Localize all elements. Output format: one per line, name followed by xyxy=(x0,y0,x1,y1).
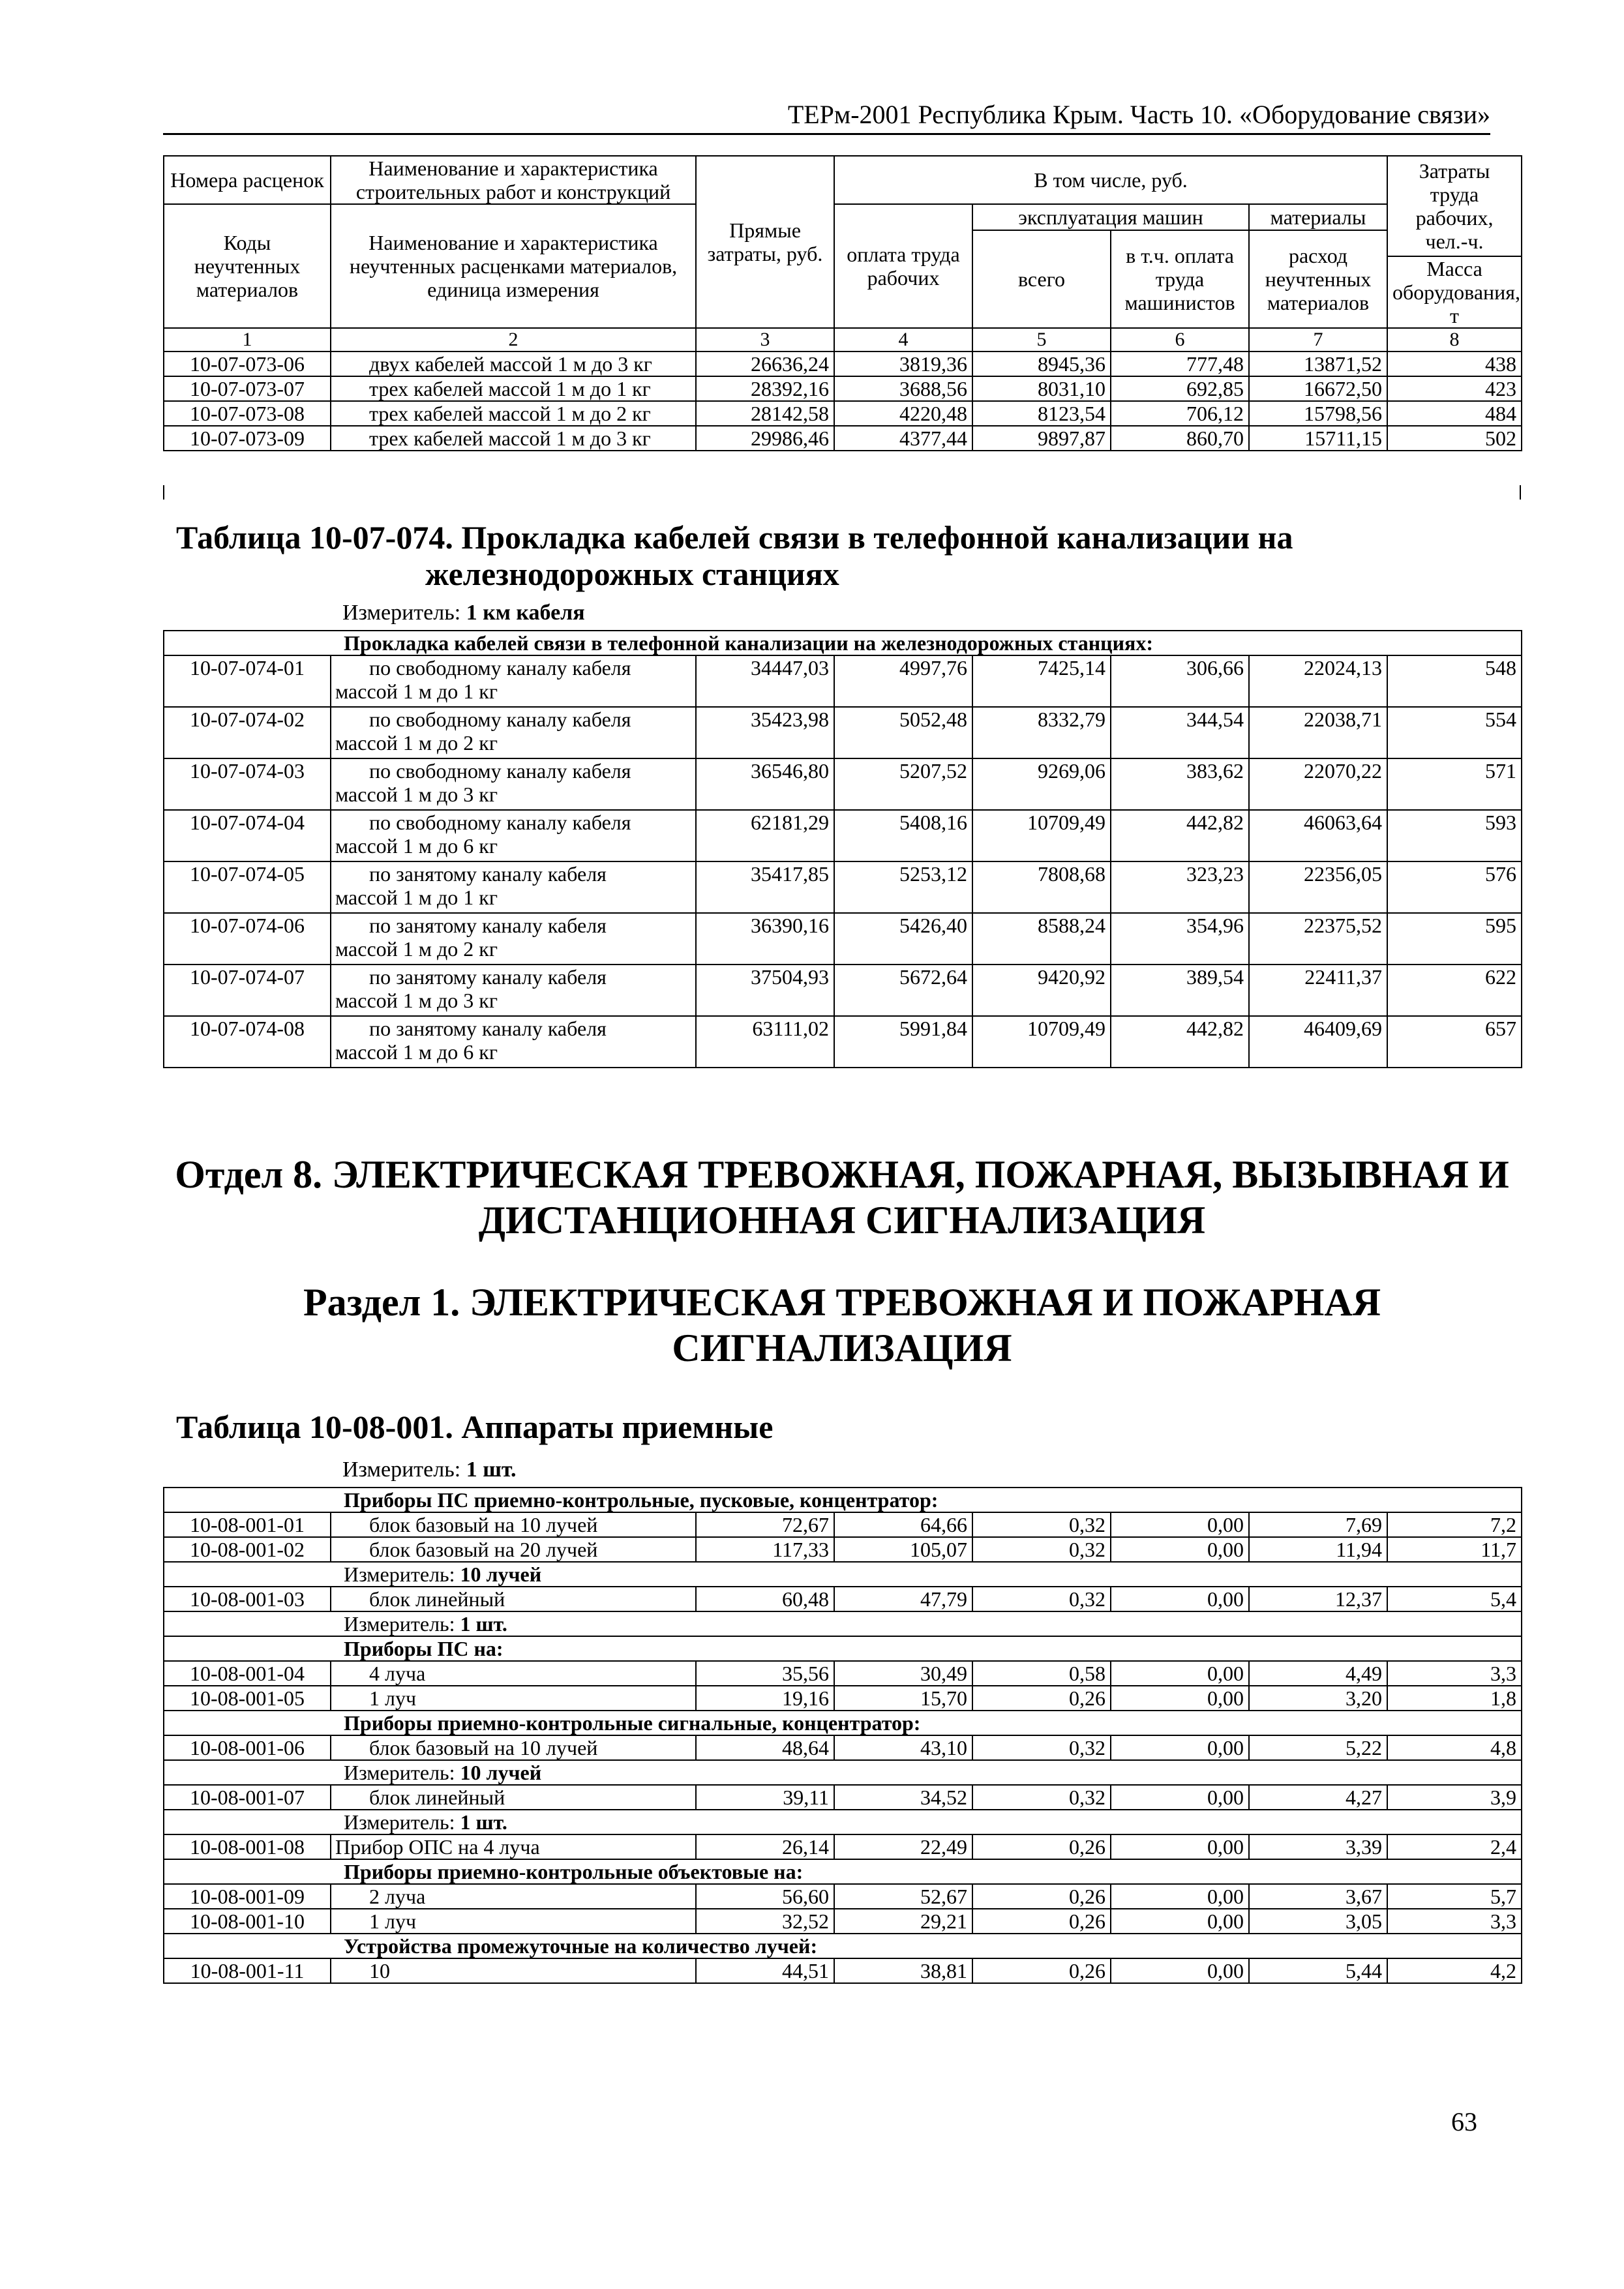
work-name-line1: по занятому каналу кабеля xyxy=(369,1017,607,1040)
work-name xyxy=(331,707,696,758)
table-row xyxy=(164,1016,1522,1068)
value-c7: 5,44 xyxy=(1249,1958,1387,1983)
value-c7: 22070,22 xyxy=(1249,758,1387,810)
value-c3: 48,64 xyxy=(696,1735,834,1760)
measurer-text xyxy=(164,1611,1522,1636)
value-c6: 0,00 xyxy=(1111,1958,1249,1983)
value-c8: 502 xyxy=(1387,426,1522,451)
rate-code: 10-08-001-03 xyxy=(164,1587,331,1611)
value-c3: 34447,03 xyxy=(696,655,834,707)
work-name-line2: массой 1 м до 3 кг xyxy=(335,783,498,806)
value-c7: 22356,05 xyxy=(1249,861,1387,913)
value-c8: 4,8 xyxy=(1387,1735,1522,1760)
table-title-10-08-001: Таблица 10-08-001. Аппараты приемные xyxy=(176,1409,774,1445)
header-equipment-mass: Масса оборудования, т xyxy=(1387,256,1522,328)
work-name-line2: массой 1 м до 6 кг xyxy=(335,834,498,858)
value-c7: 7,69 xyxy=(1249,1512,1387,1537)
value-c3: 19,16 xyxy=(696,1686,834,1711)
table-subheader xyxy=(164,1711,1522,1735)
measurer-label: Измеритель: xyxy=(344,1810,455,1834)
subheader-text: Приборы приемно-контрольные объектовые на: xyxy=(164,1859,1522,1884)
value-c8: 622 xyxy=(1387,965,1522,1016)
rate-code: 10-07-073-07 xyxy=(164,376,331,401)
work-name xyxy=(331,1537,696,1562)
value-c7: 4,49 xyxy=(1249,1661,1387,1686)
work-name-line2: массой 1 м до 2 кг xyxy=(335,937,498,961)
header-work-description: Наименование и характеристика строительных работ и конструкций xyxy=(331,156,696,204)
table-row xyxy=(164,1884,1522,1909)
work-name xyxy=(331,1909,696,1934)
value-c7: 22375,52 xyxy=(1249,913,1387,965)
value-c7: 15711,15 xyxy=(1249,426,1387,451)
header-rule xyxy=(163,133,1490,135)
work-name xyxy=(331,810,696,861)
work-name-text: 1 луч xyxy=(369,1686,417,1710)
measurer-value: 1 шт. xyxy=(460,1810,507,1834)
rate-code: 10-08-001-06 xyxy=(164,1735,331,1760)
value-c5: 0,32 xyxy=(972,1587,1111,1611)
value-c6: 0,00 xyxy=(1111,1884,1249,1909)
value-c8: 593 xyxy=(1387,810,1522,861)
work-name xyxy=(331,1016,696,1068)
value-c6: 383,62 xyxy=(1111,758,1249,810)
table-row xyxy=(164,352,1522,376)
value-c5: 0,26 xyxy=(972,1686,1111,1711)
value-c8: 571 xyxy=(1387,758,1522,810)
header-machinist-pay: в т.ч. оплата труда машинистов xyxy=(1111,230,1249,328)
value-c6: 777,48 xyxy=(1111,352,1249,376)
header-materials: материалы xyxy=(1249,204,1387,230)
table-row xyxy=(164,1512,1522,1537)
measurer-10-07-074: Измеритель: 1 км кабеля xyxy=(342,601,585,625)
rate-code: 10-07-074-07 xyxy=(164,965,331,1016)
value-c4: 5207,52 xyxy=(834,758,972,810)
rate-code: 10-08-001-08 xyxy=(164,1834,331,1859)
work-name-text: блок базовый на 10 лучей xyxy=(369,1513,598,1536)
rate-code: 10-07-074-04 xyxy=(164,810,331,861)
measurer-text xyxy=(164,1760,1522,1785)
value-c6: 354,96 xyxy=(1111,913,1249,965)
value-c6: 0,00 xyxy=(1111,1785,1249,1810)
value-c4: 29,21 xyxy=(834,1909,972,1934)
page-number: 63 xyxy=(1451,2107,1477,2136)
value-c8: 4,2 xyxy=(1387,1958,1522,1983)
value-c3: 36390,16 xyxy=(696,913,834,965)
value-c7: 22024,13 xyxy=(1249,655,1387,707)
work-name xyxy=(331,1587,696,1611)
header-rate-numbers: Номера расценок xyxy=(164,156,331,204)
rates-table-continued xyxy=(163,155,1522,451)
value-c5: 10709,49 xyxy=(972,810,1111,861)
work-name xyxy=(331,1958,696,1983)
table-row xyxy=(164,1785,1522,1810)
table-row xyxy=(164,913,1522,965)
value-c4: 4377,44 xyxy=(834,426,972,451)
header-machines-total: всего xyxy=(972,230,1111,328)
work-name-line2: массой 1 м до 1 кг xyxy=(335,886,498,909)
value-c4: 22,49 xyxy=(834,1834,972,1859)
value-c8: 2,4 xyxy=(1387,1834,1522,1859)
value-c3: 35417,85 xyxy=(696,861,834,913)
work-name xyxy=(331,1884,696,1909)
rate-code: 10-07-073-08 xyxy=(164,401,331,426)
value-c6: 0,00 xyxy=(1111,1735,1249,1760)
value-c4: 5253,12 xyxy=(834,861,972,913)
work-name xyxy=(331,401,696,426)
value-c4: 4997,76 xyxy=(834,655,972,707)
value-c3: 72,67 xyxy=(696,1512,834,1537)
value-c6: 860,70 xyxy=(1111,426,1249,451)
value-c3: 44,51 xyxy=(696,1958,834,1983)
work-name xyxy=(331,1686,696,1711)
work-name-text: трех кабелей массой 1 м до 1 кг xyxy=(369,377,651,400)
table-row xyxy=(164,1735,1522,1760)
value-c7: 5,22 xyxy=(1249,1735,1387,1760)
value-c4: 3688,56 xyxy=(834,376,972,401)
value-c3: 26636,24 xyxy=(696,352,834,376)
work-name xyxy=(331,426,696,451)
value-c4: 4220,48 xyxy=(834,401,972,426)
value-c7: 22038,71 xyxy=(1249,707,1387,758)
running-header: ТЕРм-2001 Республика Крым. Часть 10. «Оборудование связи» xyxy=(787,100,1490,129)
work-name-line1: по занятому каналу кабеля xyxy=(369,965,607,989)
work-name xyxy=(331,1785,696,1810)
measurer-row xyxy=(164,1760,1522,1785)
subheader-text: Приборы ПС приемно-контрольные, пусковые, концентратор: xyxy=(164,1488,1522,1512)
value-c4: 15,70 xyxy=(834,1686,972,1711)
work-name-text: двух кабелей массой 1 м до 3 кг xyxy=(369,352,652,376)
measurer-row xyxy=(164,1810,1522,1834)
value-c5: 8123,54 xyxy=(972,401,1111,426)
measurer-label: Измеритель: xyxy=(344,1612,455,1636)
measurer-value: 10 лучей xyxy=(460,1563,542,1586)
value-c8: 423 xyxy=(1387,376,1522,401)
work-name-text: Прибор ОПС на 4 луча xyxy=(335,1835,540,1859)
value-c3: 28392,16 xyxy=(696,376,834,401)
header-unaccounted-description: Наименование и характеристика неучтенных расценками материалов, единица измерения xyxy=(331,204,696,328)
value-c4: 43,10 xyxy=(834,1735,972,1760)
value-c3: 29986,46 xyxy=(696,426,834,451)
value-c5: 7425,14 xyxy=(972,655,1111,707)
rate-code: 10-08-001-09 xyxy=(164,1884,331,1909)
value-c6: 692,85 xyxy=(1111,376,1249,401)
value-c8: 5,4 xyxy=(1387,1587,1522,1611)
work-name-text: 1 луч xyxy=(369,1909,417,1933)
value-c4: 5408,16 xyxy=(834,810,972,861)
value-c8: 7,2 xyxy=(1387,1512,1522,1537)
table-row xyxy=(164,758,1522,810)
value-c5: 0,32 xyxy=(972,1785,1111,1810)
table-row xyxy=(164,965,1522,1016)
value-c3: 26,14 xyxy=(696,1834,834,1859)
work-name-line2: массой 1 м до 6 кг xyxy=(335,1040,498,1064)
table-row xyxy=(164,861,1522,913)
value-c3: 60,48 xyxy=(696,1587,834,1611)
value-c7: 15798,56 xyxy=(1249,401,1387,426)
table-row xyxy=(164,655,1522,707)
value-c7: 46409,69 xyxy=(1249,1016,1387,1068)
value-c8: 11,7 xyxy=(1387,1537,1522,1562)
value-c4: 105,07 xyxy=(834,1537,972,1562)
work-name xyxy=(331,1512,696,1537)
measurer-text xyxy=(164,1810,1522,1834)
part-title: Раздел 1. ЭЛЕКТРИЧЕСКАЯ ТРЕВОЖНАЯ И ПОЖАРНАЯ СИГНАЛИЗАЦИЯ xyxy=(303,1281,1381,1369)
table-row xyxy=(164,810,1522,861)
work-name-text: блок линейный xyxy=(369,1786,505,1809)
measurer-row xyxy=(164,1611,1522,1636)
value-c4: 3819,36 xyxy=(834,352,972,376)
value-c3: 35423,98 xyxy=(696,707,834,758)
rates-table-10-08-001 xyxy=(163,1487,1522,1984)
value-c8: 554 xyxy=(1387,707,1522,758)
work-name-text: блок базовый на 20 лучей xyxy=(369,1538,598,1561)
table-row xyxy=(164,1834,1522,1859)
work-name-line1: по свободному каналу кабеля xyxy=(369,759,631,783)
rate-code: 10-07-074-02 xyxy=(164,707,331,758)
value-c6: 0,00 xyxy=(1111,1587,1249,1611)
measurer-10-08-001: Измеритель: 1 шт. xyxy=(342,1458,517,1482)
value-c7: 3,05 xyxy=(1249,1909,1387,1934)
work-name-text: 4 луча xyxy=(369,1662,426,1685)
rate-code: 10-07-074-06 xyxy=(164,913,331,965)
rate-code: 10-07-074-08 xyxy=(164,1016,331,1068)
subheader-text: Приборы ПС на: xyxy=(164,1636,1522,1661)
work-name-text: блок базовый на 10 лучей xyxy=(369,1736,598,1759)
value-c3: 35,56 xyxy=(696,1661,834,1686)
work-name-text: 10 xyxy=(369,1959,390,1982)
value-c7: 13871,52 xyxy=(1249,352,1387,376)
value-c7: 16672,50 xyxy=(1249,376,1387,401)
value-c5: 0,58 xyxy=(972,1661,1111,1686)
value-c4: 5672,64 xyxy=(834,965,972,1016)
rate-code: 10-07-074-05 xyxy=(164,861,331,913)
value-c6: 306,66 xyxy=(1111,655,1249,707)
value-c6: 0,00 xyxy=(1111,1512,1249,1537)
table-row xyxy=(164,1686,1522,1711)
value-c3: 28142,58 xyxy=(696,401,834,426)
value-c7: 11,94 xyxy=(1249,1537,1387,1562)
header-labor-costs: Затраты труда рабочих, чел.-ч. xyxy=(1387,156,1522,256)
value-c6: 0,00 xyxy=(1111,1834,1249,1859)
value-c4: 5426,40 xyxy=(834,913,972,965)
rate-code: 10-08-001-05 xyxy=(164,1686,331,1711)
value-c5: 9269,06 xyxy=(972,758,1111,810)
table-title-10-07-074: Таблица 10-07-074. Прокладка кабелей связи в телефонной канализации на железнодорожных станциях xyxy=(176,519,1293,592)
value-c5: 10709,49 xyxy=(972,1016,1111,1068)
value-c3: 62181,29 xyxy=(696,810,834,861)
value-c7: 12,37 xyxy=(1249,1587,1387,1611)
value-c3: 36546,80 xyxy=(696,758,834,810)
value-c8: 595 xyxy=(1387,913,1522,965)
value-c4: 30,49 xyxy=(834,1661,972,1686)
value-c6: 389,54 xyxy=(1111,965,1249,1016)
value-c6: 344,54 xyxy=(1111,707,1249,758)
measurer-label: Измеритель: xyxy=(344,1563,455,1586)
rate-code: 10-08-001-04 xyxy=(164,1661,331,1686)
value-c6: 0,00 xyxy=(1111,1537,1249,1562)
value-c4: 64,66 xyxy=(834,1512,972,1537)
table-subheader xyxy=(164,1859,1522,1884)
value-c4: 47,79 xyxy=(834,1587,972,1611)
work-name xyxy=(331,352,696,376)
value-c8: 438 xyxy=(1387,352,1522,376)
rate-code: 10-07-074-01 xyxy=(164,655,331,707)
table-row xyxy=(164,401,1522,426)
table-row xyxy=(164,1587,1522,1611)
value-c5: 0,26 xyxy=(972,1884,1111,1909)
work-name-text: 2 луча xyxy=(369,1885,426,1908)
value-c7: 46063,64 xyxy=(1249,810,1387,861)
work-name xyxy=(331,655,696,707)
table-row xyxy=(164,426,1522,451)
work-name-line2: массой 1 м до 3 кг xyxy=(335,989,498,1012)
value-c7: 22411,37 xyxy=(1249,965,1387,1016)
value-c7: 3,39 xyxy=(1249,1834,1387,1859)
value-c3: 39,11 xyxy=(696,1785,834,1810)
value-c5: 9897,87 xyxy=(972,426,1111,451)
value-c6: 0,00 xyxy=(1111,1909,1249,1934)
value-c4: 5991,84 xyxy=(834,1016,972,1068)
rate-code: 10-08-001-07 xyxy=(164,1785,331,1810)
value-c5: 8332,79 xyxy=(972,707,1111,758)
value-c5: 0,26 xyxy=(972,1909,1111,1934)
work-name xyxy=(331,1834,696,1859)
value-c6: 442,82 xyxy=(1111,810,1249,861)
rate-code: 10-07-073-09 xyxy=(164,426,331,451)
work-name xyxy=(331,1735,696,1760)
value-c8: 1,8 xyxy=(1387,1686,1522,1711)
table-subheader: Прокладка кабелей связи в телефонной канализации на железнодорожных станциях: xyxy=(164,631,1522,655)
work-name-line1: по занятому каналу кабеля xyxy=(369,914,607,937)
value-c5: 8588,24 xyxy=(972,913,1111,965)
value-c6: 0,00 xyxy=(1111,1686,1249,1711)
value-c7: 3,20 xyxy=(1249,1686,1387,1711)
subheader-text: Устройства промежуточные на количество лучей: xyxy=(164,1934,1522,1958)
work-name-text: трех кабелей массой 1 м до 3 кг xyxy=(369,426,651,450)
value-c3: 37504,93 xyxy=(696,965,834,1016)
column-number-row: 1 2 3 4 5 6 7 8 xyxy=(164,328,1522,352)
table-border-gap xyxy=(163,485,1521,500)
table-subheader xyxy=(164,1636,1522,1661)
value-c8: 3,9 xyxy=(1387,1785,1522,1810)
rate-code: 10-07-074-03 xyxy=(164,758,331,810)
work-name xyxy=(331,1661,696,1686)
value-c8: 3,3 xyxy=(1387,1661,1522,1686)
value-c5: 9420,92 xyxy=(972,965,1111,1016)
table-row xyxy=(164,376,1522,401)
rate-code: 10-08-001-10 xyxy=(164,1909,331,1934)
value-c3: 32,52 xyxy=(696,1909,834,1934)
value-c5: 8945,36 xyxy=(972,352,1111,376)
value-c6: 706,12 xyxy=(1111,401,1249,426)
work-name-line2: массой 1 м до 1 кг xyxy=(335,680,498,703)
value-c7: 3,67 xyxy=(1249,1884,1387,1909)
value-c4: 52,67 xyxy=(834,1884,972,1909)
header-direct-costs: Прямые затраты, руб. xyxy=(696,156,834,328)
value-c3: 117,33 xyxy=(696,1537,834,1562)
value-c5: 0,32 xyxy=(972,1537,1111,1562)
value-c3: 56,60 xyxy=(696,1884,834,1909)
value-c6: 323,23 xyxy=(1111,861,1249,913)
table-subheader xyxy=(164,1488,1522,1512)
rate-code: 10-08-001-11 xyxy=(164,1958,331,1983)
value-c4: 38,81 xyxy=(834,1958,972,1983)
value-c7: 4,27 xyxy=(1249,1785,1387,1810)
table-subheader xyxy=(164,1934,1522,1958)
rate-code: 10-08-001-01 xyxy=(164,1512,331,1537)
table-row xyxy=(164,1537,1522,1562)
work-name-line2: массой 1 м до 2 кг xyxy=(335,731,498,755)
rate-code: 10-08-001-02 xyxy=(164,1537,331,1562)
work-name xyxy=(331,861,696,913)
measurer-value: 1 шт. xyxy=(460,1612,507,1636)
measurer-text xyxy=(164,1562,1522,1587)
rates-table-10-07-074 xyxy=(163,630,1522,1068)
header-unaccounted-codes: Коды неучтенных материалов xyxy=(164,204,331,328)
value-c5: 0,26 xyxy=(972,1958,1111,1983)
value-c3: 63111,02 xyxy=(696,1016,834,1068)
work-name xyxy=(331,376,696,401)
value-c8: 576 xyxy=(1387,861,1522,913)
header-worker-pay: оплата труда рабочих xyxy=(834,204,972,328)
work-name xyxy=(331,965,696,1016)
value-c8: 657 xyxy=(1387,1016,1522,1068)
measurer-label: Измеритель: xyxy=(344,1761,455,1784)
table-row xyxy=(164,1958,1522,1983)
value-c5: 0,32 xyxy=(972,1512,1111,1537)
table-row xyxy=(164,707,1522,758)
work-name xyxy=(331,913,696,965)
work-name xyxy=(331,758,696,810)
value-c6: 442,82 xyxy=(1111,1016,1249,1068)
value-c8: 3,3 xyxy=(1387,1909,1522,1934)
value-c5: 0,26 xyxy=(972,1834,1111,1859)
value-c5: 7808,68 xyxy=(972,861,1111,913)
measurer-row xyxy=(164,1562,1522,1587)
value-c8: 5,7 xyxy=(1387,1884,1522,1909)
subheader-text: Приборы приемно-контрольные сигнальные, концентратор: xyxy=(164,1711,1522,1735)
rate-code: 10-07-073-06 xyxy=(164,352,331,376)
header-unaccounted-materials: расход неучтенных материалов xyxy=(1249,230,1387,328)
value-c6: 0,00 xyxy=(1111,1661,1249,1686)
work-name-line1: по свободному каналу кабеля xyxy=(369,811,631,834)
value-c4: 34,52 xyxy=(834,1785,972,1810)
table-row xyxy=(164,1909,1522,1934)
value-c4: 5052,48 xyxy=(834,707,972,758)
value-c8: 548 xyxy=(1387,655,1522,707)
header-including: В том числе, руб. xyxy=(834,156,1387,204)
work-name-line1: по занятому каналу кабеля xyxy=(369,862,607,886)
table-row xyxy=(164,1661,1522,1686)
work-name-text: трех кабелей массой 1 м до 2 кг xyxy=(369,402,651,425)
value-c5: 8031,10 xyxy=(972,376,1111,401)
header-machine-operation: эксплуатация машин xyxy=(972,204,1249,230)
measurer-value: 10 лучей xyxy=(460,1761,542,1784)
department-title: Отдел 8. ЭЛЕКТРИЧЕСКАЯ ТРЕВОЖНАЯ, ПОЖАРНАЯ, ВЫЗЫВНАЯ И ДИСТАНЦИОННАЯ СИГНАЛИЗАЦИЯ xyxy=(175,1153,1509,1242)
work-name-line1: по свободному каналу кабеля xyxy=(369,708,631,731)
value-c5: 0,32 xyxy=(972,1735,1111,1760)
value-c8: 484 xyxy=(1387,401,1522,426)
work-name-line1: по свободному каналу кабеля xyxy=(369,656,631,680)
work-name-text: блок линейный xyxy=(369,1587,505,1611)
